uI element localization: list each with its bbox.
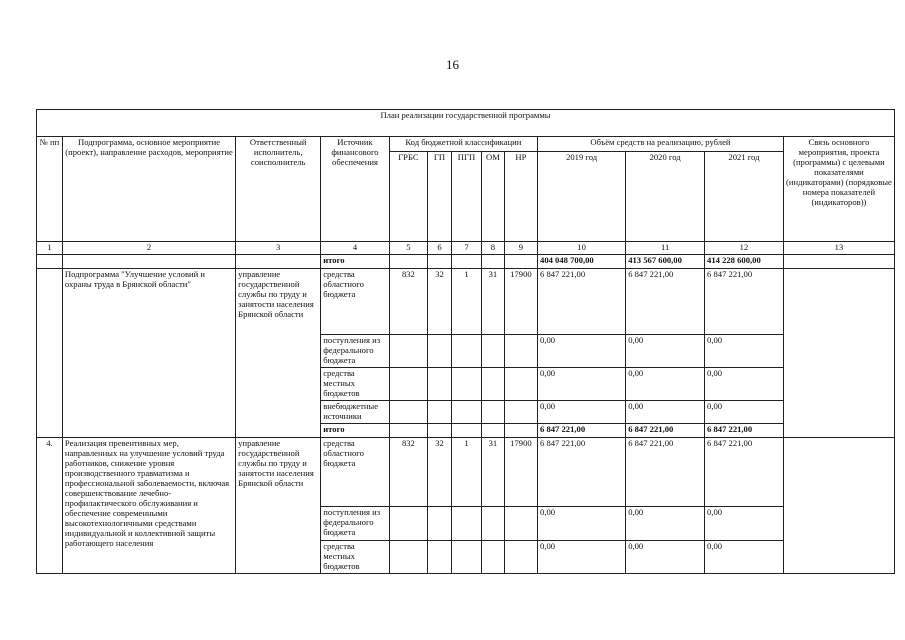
header-2020: 2020 год: [626, 152, 705, 242]
block1-responsible: управление государственной службы по труду и занятости населения Брянской области: [236, 269, 321, 438]
block1-2019: 0,00: [538, 401, 626, 424]
header-pgp: ПГП: [451, 152, 481, 242]
col-number: 2: [62, 242, 235, 255]
block1-2020: 6 847 221,00: [626, 269, 705, 335]
block1-2021: 0,00: [705, 335, 784, 368]
column-numbers-row: [37, 242, 895, 255]
block2-2019: 6 847 221,00: [538, 438, 626, 507]
col-number: 7: [451, 242, 481, 255]
block1-source: внебюджетные источники: [321, 401, 389, 424]
block1-2020: 0,00: [626, 335, 705, 368]
header-gp: ГП: [428, 152, 452, 242]
block2-2019: 0,00: [538, 541, 626, 574]
col-number: 13: [783, 242, 894, 255]
header-subprogram: Подпрограмма, основное мероприятие (проект), направление расходов, мероприятие: [62, 137, 235, 242]
header-responsible: Ответственный исполнитель, соисполнитель: [236, 137, 321, 242]
block2-2021: 6 847 221,00: [705, 438, 784, 507]
col-number: 11: [626, 242, 705, 255]
block2-nr: 17900: [504, 438, 537, 507]
block1-total-label: итого: [321, 424, 389, 438]
page-number: 16: [446, 57, 459, 72]
col-number: 8: [482, 242, 505, 255]
block1-total-2019: 6 847 221,00: [538, 424, 626, 438]
block1-source: средства местных бюджетов: [321, 368, 389, 401]
block2-2019: 0,00: [538, 507, 626, 541]
block1-grbs: 832: [389, 269, 427, 335]
block1-source: поступления из федерального бюджета: [321, 335, 389, 368]
block2-grbs: 832: [389, 438, 427, 507]
block1-gp: 32: [428, 269, 452, 335]
block1-2019: 0,00: [538, 368, 626, 401]
block1-source: средства областного бюджета: [321, 269, 389, 335]
block1-om: 31: [482, 269, 505, 335]
header-row: [37, 137, 895, 152]
block2-pgp: 1: [451, 438, 481, 507]
block2-2020: 6 847 221,00: [626, 438, 705, 507]
header-2019: 2019 год: [538, 152, 626, 242]
header-om: ОМ: [482, 152, 505, 242]
header-link: Связь основного мероприятия, проекта (программы) с целевыми показателями (индикаторами) (порядковые номера показателей (индикаторов)): [783, 137, 894, 242]
col-number: 3: [236, 242, 321, 255]
block2-source: поступления из федерального бюджета: [321, 507, 389, 541]
col-number: 9: [504, 242, 537, 255]
block1-2021: 6 847 221,00: [705, 269, 784, 335]
header-source: Источник финансового обеспечения: [321, 137, 389, 242]
table-row: [37, 438, 895, 507]
grand-total-2020: 413 567 600,00: [626, 255, 705, 269]
grand-total-row: [37, 255, 895, 269]
budget-plan-table: [36, 109, 895, 574]
col-number: 4: [321, 242, 389, 255]
table-title: План реализации государственной программы: [37, 110, 895, 137]
col-number: 5: [389, 242, 427, 255]
block1-link: [783, 269, 894, 438]
block1-nr: 17900: [504, 269, 537, 335]
block2-responsible: управление государственной службы по труду и занятости населения Брянской области: [236, 438, 321, 574]
grand-total-2019: 404 048 700,00: [538, 255, 626, 269]
col-number: 10: [538, 242, 626, 255]
block1-num: [37, 269, 63, 438]
block1-pgp: 1: [451, 269, 481, 335]
col-number: 1: [37, 242, 63, 255]
block1-total-2021: 6 847 221,00: [705, 424, 784, 438]
table-title-row: [37, 110, 895, 137]
grand-total-2021: 414 228 600,00: [705, 255, 784, 269]
block2-om: 31: [482, 438, 505, 507]
block1-2020: 0,00: [626, 368, 705, 401]
header-num: № пп: [37, 137, 63, 242]
block2-2021: 0,00: [705, 507, 784, 541]
block2-link: [783, 438, 894, 574]
block2-source: средства областного бюджета: [321, 438, 389, 507]
block2-num: 4.: [37, 438, 63, 574]
block2-2020: 0,00: [626, 541, 705, 574]
block1-2019: 0,00: [538, 335, 626, 368]
col-number: 6: [428, 242, 452, 255]
grand-total-label: итого: [321, 255, 389, 269]
block1-2021: 0,00: [705, 368, 784, 401]
block2-2021: 0,00: [705, 541, 784, 574]
col-number: 12: [705, 242, 784, 255]
header-nr: НР: [504, 152, 537, 242]
block2-title: Реализация превентивных мер, направленных на улучшение условий труда работников, снижение уровня производственного травматизма и профессиональной заболеваемости, включая совершенствование лечебно-профилактического обслуживания и обеспечение современными высокотехнологичными средствами индивидуальной и коллективной защиты работающего населения: [62, 438, 235, 574]
block1-2019: 6 847 221,00: [538, 269, 626, 335]
header-grbs: ГРБС: [389, 152, 427, 242]
block1-2021: 0,00: [705, 401, 784, 424]
table-row: [37, 269, 895, 335]
block1-2020: 0,00: [626, 401, 705, 424]
block2-2020: 0,00: [626, 507, 705, 541]
header-bk-group: Код бюджетной классификации: [389, 137, 537, 152]
block1-title: Подпрограмма "Улучшение условий и охраны труда в Брянской области": [62, 269, 235, 438]
block2-gp: 32: [428, 438, 452, 507]
header-volume-group: Объём средств на реализацию, рублей: [538, 137, 784, 152]
block1-total-2020: 6 847 221,00: [626, 424, 705, 438]
header-2021: 2021 год: [705, 152, 784, 242]
block2-source: средства местных бюджетов: [321, 541, 389, 574]
